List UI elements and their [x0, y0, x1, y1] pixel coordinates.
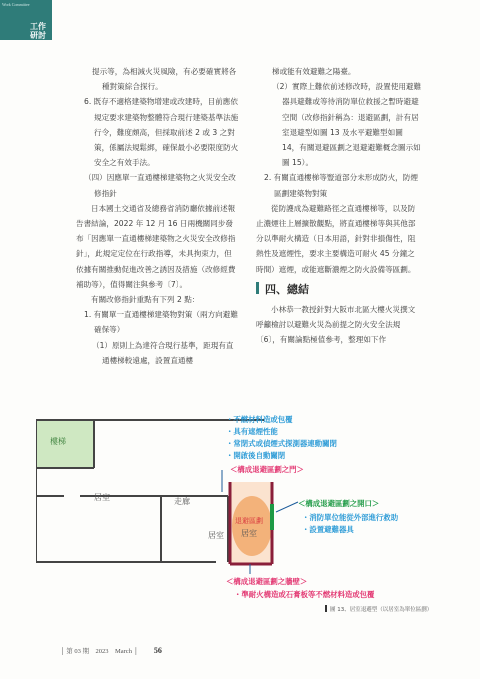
- paragraph: 梯或能有效避難之陽臺。: [272, 67, 356, 76]
- paragraph: 提示等，為相減火災風險，有必要確實將各種對策綜合探行。: [92, 67, 237, 92]
- paragraph: 6. 既存不適格建築物增建或改建時，目前應依規定要求建築物整體符合現行建築基準法施行令，難度頗高，但採取前述 2 或 3 之對策，係屬法規鬆綁，確保最小必要限度防火安全之有效手法。: [84, 97, 239, 168]
- corridor-label: 走廊: [174, 497, 190, 506]
- page-footer: [60, 646, 162, 655]
- refuge-opening: [270, 504, 274, 530]
- right-column: [256, 64, 422, 347]
- paragraph: 1. 有關單一直通樓梯建築物對策（兩方向避難確保等）: [84, 310, 238, 335]
- wall-note: ・準耐火構造或石膏板等不燃材料造或包覆: [234, 590, 375, 599]
- side-title: Work Committee: [2, 2, 30, 7]
- window-note: ・設置避難器具: [302, 525, 354, 534]
- figure-caption: 圖 13、居室退避型（以居室為單位區劃）: [325, 605, 432, 613]
- refuge-zone: [232, 496, 272, 556]
- paragraph: 2. 有關直通樓梯等豎道部分未形成防火，防煙區劃建築物對策: [264, 173, 418, 198]
- door-note: ・開啟後自動關閉: [226, 451, 286, 460]
- stair-label: 樓梯: [50, 437, 66, 446]
- door-notes: [226, 415, 337, 460]
- heading-bar: [256, 282, 259, 294]
- refuge-label: 退避區劃: [235, 517, 263, 525]
- paragraph: （四）因應單一直通樓梯建築物之火災安全改修指針: [84, 173, 236, 198]
- page-number: 56: [153, 646, 162, 655]
- paragraph: 日本國土交通省及總務省消防廳依據前述報告書結論，2022 年 12 月 16 日兩機關同步發布「因應單一直通樓梯建築物之火災安全改修指針」，此規定定位在行政指導，未具拘束力，但依據有關推動促進改善之誘因及措施（改修經費補助等），值得關注與參考〔7〕。: [76, 203, 236, 289]
- paragraph: （1）原則上為達符合現行基準，距現有直通樓梯較遠處，設置直通樓: [92, 340, 234, 365]
- paragraph: 有關改修指針重點有下列 2 點：: [91, 295, 200, 305]
- figure-13-diagram: [36, 412, 436, 604]
- wall-title: ＜構成退避區劃之牆壁＞: [226, 577, 308, 586]
- window-note: ・消防單位能從外部進行救助: [302, 513, 399, 522]
- refuge-room-label: 居室: [241, 529, 257, 538]
- issue-info: │ 第 03 期 2023 March │: [60, 648, 139, 655]
- door-note: ・不燃材料造或包覆: [226, 415, 293, 424]
- section-label: 工作 研討: [30, 22, 46, 40]
- section-heading: [256, 281, 422, 299]
- room-center-label: 居室: [208, 531, 224, 540]
- door-title: ＜構成退避區劃之門＞: [230, 465, 304, 474]
- door-note: ・常閉式或偵煙式探測器連動關閉: [226, 439, 337, 448]
- window-title: ＜構成退避區劃之開口＞: [298, 499, 380, 508]
- room-left-label: 居室: [94, 493, 110, 502]
- paragraph: 從防護成為避難路徑之直通樓梯等，以及防止濃煙往上層擴散觀點，將直通樓梯等與其他部分以準耐火構造（日本用語，針對非損傷性，阻熱性及遮煙性，要求主要構造可耐火 45 分鐘之時間）遮煙，或能遮斷濃煙之防火設備等區劃。: [256, 203, 416, 274]
- section-heading-text: 四、總結: [265, 282, 309, 296]
- paragraph: 小林恭一教授針對大阪市北區大樓火災撰文呼籲檢討以避難火災為前提之防火安全法規〔6〕，有關論點極值參考，整理如下作: [256, 304, 416, 345]
- left-column: [76, 64, 239, 368]
- door-note: ・具有遮煙性能: [226, 427, 278, 436]
- paragraph: （2）實際上難依前述修改時，設置使用避難器具避難或等待消防單位救援之暫時避避空間（改修指針稱為：退避區劃，計有居室退避型如圖 13 及水平避難型如圖 14，有關退避區劃之退避避難概念圖示如圖 15）。: [272, 82, 422, 168]
- section-tab: [0, 0, 52, 40]
